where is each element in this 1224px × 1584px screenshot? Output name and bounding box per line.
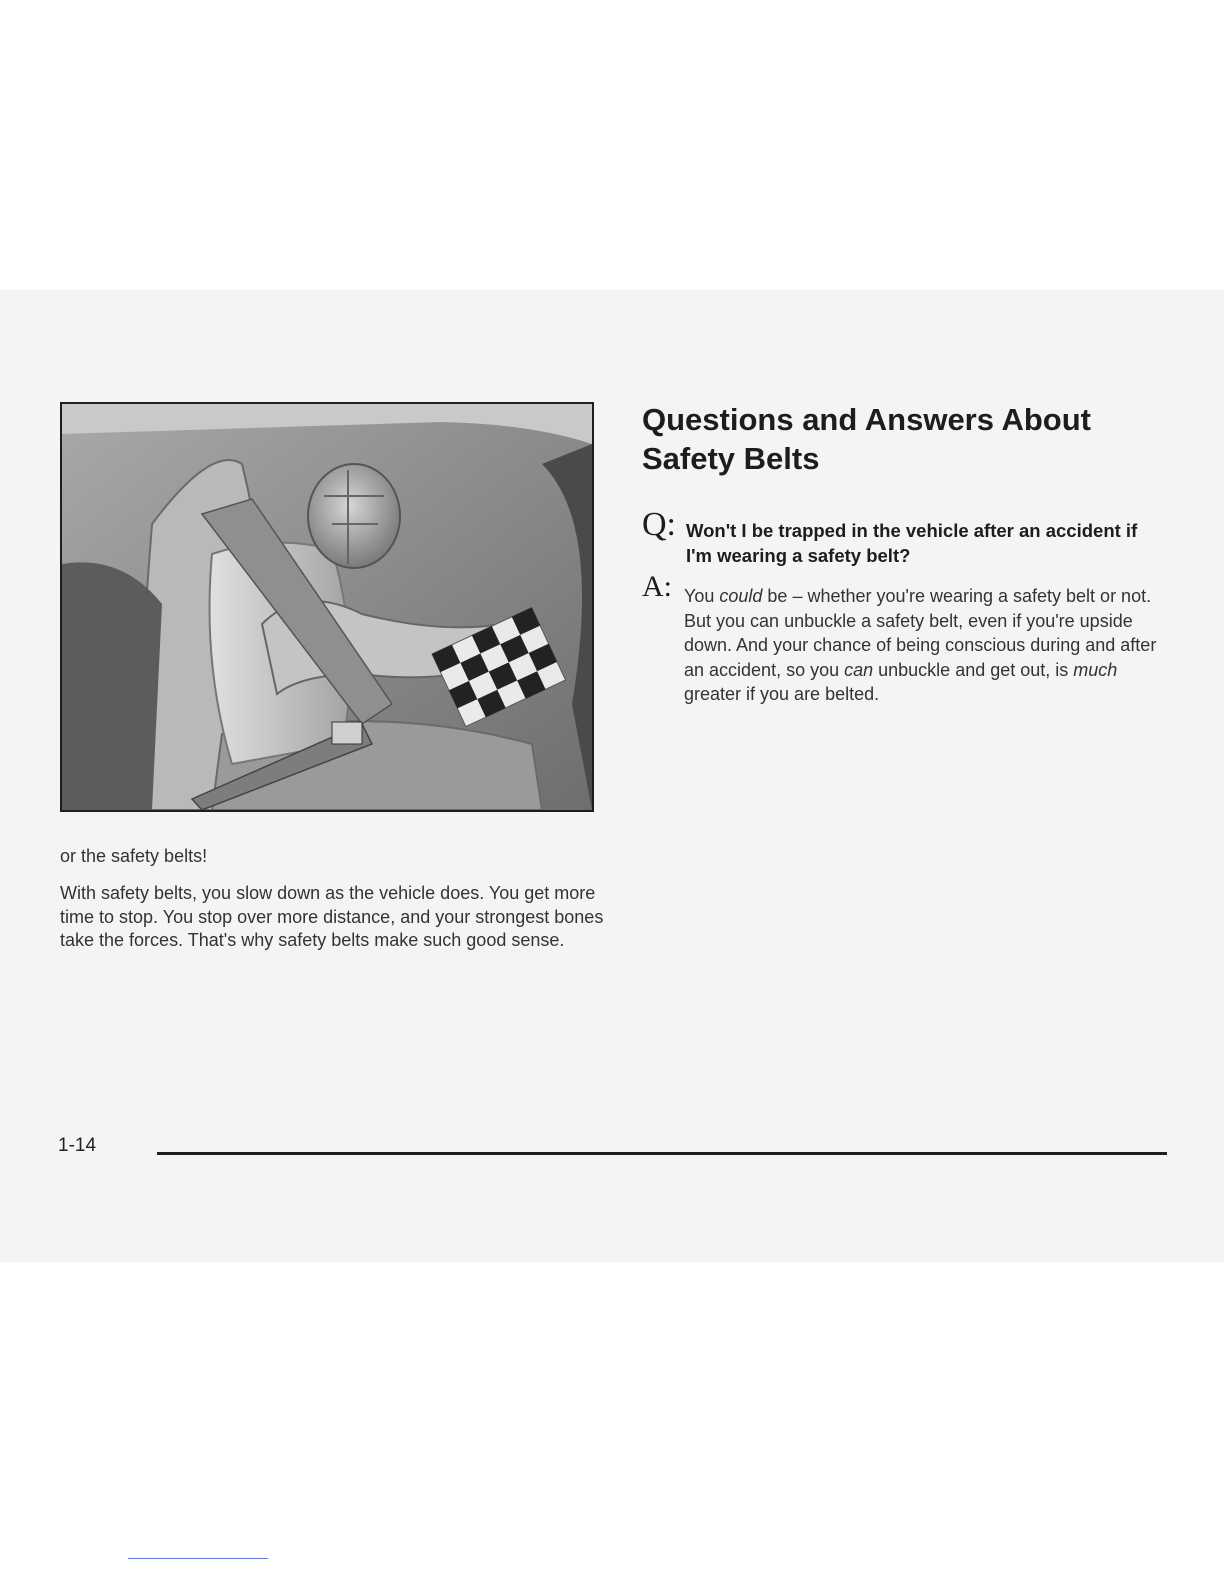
footer-rule (157, 1152, 1167, 1155)
crash-dummy-photo (60, 402, 594, 812)
answer-emphasis-could: could (719, 586, 763, 606)
answer-text-part: You (684, 586, 720, 606)
answer-text-part: unbuckle and get out, is (873, 659, 1074, 680)
question-text: Won't I be trapped in the vehicle after an accident if I'm wearing a safety belt? (686, 520, 1138, 566)
link-underline (128, 1558, 268, 1559)
page-number: 1-14 (58, 1135, 97, 1156)
question-marker: Q: (642, 506, 676, 543)
answer-marker: A: (642, 570, 672, 603)
crash-dummy-illustration (62, 404, 592, 810)
section-title: Questions and Answers About Safety Belts (642, 402, 1091, 476)
answer-text (684, 584, 1174, 707)
body-paragraph: With safety belts, you slow down as the vehicle does. You get more time to stop. You stop over more distance, and your strongest bones take the forces. That's why safety belts make such good sense. (60, 883, 604, 950)
answer-emphasis-much: much (1073, 659, 1118, 680)
photo-caption: or the safety belts! (60, 846, 208, 866)
answer-text-part: greater if you are belted. (684, 684, 880, 704)
answer-emphasis-can: can (844, 659, 874, 680)
answer-text-part: be – whether you're wearing a safety belt or not. But you can unbuckle a safety belt, even if you're upside down. And your chance of being conscious during and after an accident, so you (684, 586, 1157, 680)
